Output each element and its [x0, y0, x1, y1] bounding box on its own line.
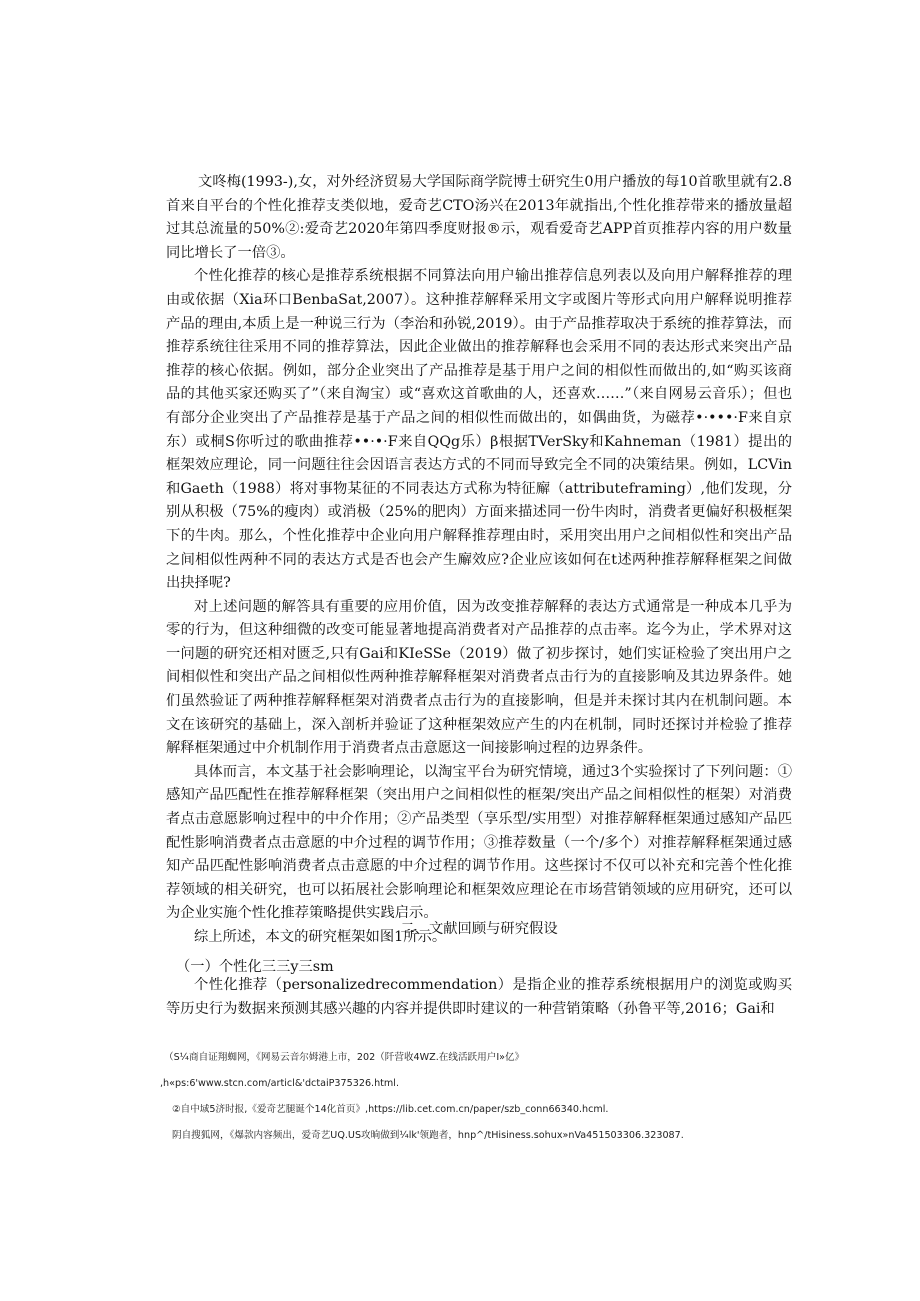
body-paragraph-2: 对上述问题的解答具有重要的应用价值，因为改变推荐解释的表达方式通常是一种成本几乎为零的行为，但这种细微的改变可能显著地提高消费者对产品推荐的点击率。迄今为止，学术界对这一问题的研究还相对匮乏,只有Gai和KIeSSe（2019）做了初步探讨，她们实证检验了突出用户之间相似性和突出产品之间相似性两种推荐解释框架对消费者点击行为的直接影响及其边界条件。她们虽然验证了两种推荐解释框架对消费者点击行为的直接影响，但是并未探讨其内在机制问题。本文在该研究的基础上，深入剖析并验证了这种框架效应产生的内在机制，同时还探讨并检验了推荐解释框架通过中介机制作用于消费者点击意愿这一间接影响过程的边界条件。 [166, 598, 792, 757]
body-paragraph-1: 个性化推荐的核心是推荐系统根据不同算法向用户输出推荐信息列表以及向用户解释推荐的理由或依据（Xia环口BenbaSat,2007）。这种推荐解释采用文字或图片等形式向用户解释说明推荐产品的理由,本质上是一种说三行为（李治和孙锐,2019）。由于产品推荐取决于系统的推荐算法，而推荐系统往往采用不同的推荐算法，因此企业做出的推荐解释也会采用不同的表达形式来突出产品推荐的核心依据。例如，部分企业突出了产品推荐是基于用户之间的相似性而做出的,如“购买该商品的其他买家还购买了”（来自淘宝）或“喜欢这首歌曲的人，还喜欢……”（来自网易云音乐）；但也有部分企业突出了产品推荐是基于产品之间的相似性而做出的，如偶曲货，为磁荐•·•••·F来自京东）或桐S你听过的歌曲推荐••·•·F来自QQg乐）β根据TVerSky和Kahneman（1981）提出的框架效应理论，同一问题往往会因语言表达方式的不同而导致完全不同的决策结果。例如，LCVin和Gaeth（1988）将对事物某征的不同表达方式称为特征廨（attributeframing）,他们发现，分别从积极（75%的瘦肉）或消极（25%的肥肉）方面来描述同一份牛肉时，消费者更偏好积极框架下的牛肉。那么，个性化推荐中企业向用户解释推荐理由时，采用突出用户之间相似性和突出产品之间相似性两种不同的表达方式是否也会产生廨效应?企业应该如何在t述两种推荐解释框架之间做出抉择呢? [166, 268, 792, 592]
section-heading: 二、文献回顾与研究假设 [400, 921, 558, 937]
footnote-1: （S¼商自证翔蜘网，《网易云音尔姆港上市，202（阡营收4WZ.在线活跃用户I»亿》 [164, 1052, 525, 1063]
footnotes [160, 1045, 800, 1149]
footnote-1-url: ,h«ps:6'www.stcn.com/articl&'dctaiP375326.html. [160, 1078, 399, 1089]
footnote-3: 阴自搜狐网，《爆款内容频出，爱奇艺UQ.US攻晌做到¼lk'领跑者，hnp^/tHisiness.sohux»nVa451503306.323087. [172, 1130, 684, 1141]
intro-paragraph: 文咚梅(1993-),女，对外经济贸易大学国际商学院博士研究生0用户播放的每10首歌里就有2.8首来自平台的个性化推荐支类似地，爱奇艺CTO汤兴在2013年就指出,个性化推荐带来的播放量超过其总流量的50%②:爱奇艺2020年第四季度财报®示，观看爱奇艺APP首页推荐内容的用户数量同比增长了一倍③。 [166, 174, 792, 261]
body-paragraph-4: 综上所述，本文的研究框架如图1所示。 [194, 929, 447, 945]
subsection-heading: （一）个性化三三y三sm [176, 959, 334, 975]
footnote-2: ②自中域5济时报,《爱奇艺腿诞个14化首页》,https://lib.cet.com.cn/paper/szb_conn66340.hcml. [172, 1104, 609, 1115]
body-paragraph-3: 具体而言，本文基于社会影响理论，以淘宝平台为研究情境，通过3个实验探讨了下列问题：①感知产品匹配性在推荐解释框架（突出用户之间相似性的框架/突出产品之间相似性的框架）对消费者点击意愿影响过程中的中介作用；②产品类型（享乐型/实用型）对推荐解释框架通过感知产品匹配性影响消费者点击意愿的中介过程的调节作用；③推荐数量（一个/多个）对推荐解释框架通过感知产品匹配性影响消费者点击意愿的中介过程的调节作用。这些探讨不仅可以补充和完善个性化推荐领域的相关研究，也可以拓展社会影响理论和框架效应理论在市场营销领域的应用研究，还可以为企业实施个性化推荐策略提供实践启示。 [166, 763, 792, 922]
body-paragraph-5-block [166, 974, 792, 1021]
main-text-block [166, 171, 792, 950]
body-paragraph-5: 个性化推荐（personalizedrecommendation）是指企业的推荐系统根据用户的浏览或购买等历史行为数据来预测其感兴趣的内容并提供即时建议的一种营销策略（孙鲁平等,2016；Gai和 [166, 977, 792, 1017]
